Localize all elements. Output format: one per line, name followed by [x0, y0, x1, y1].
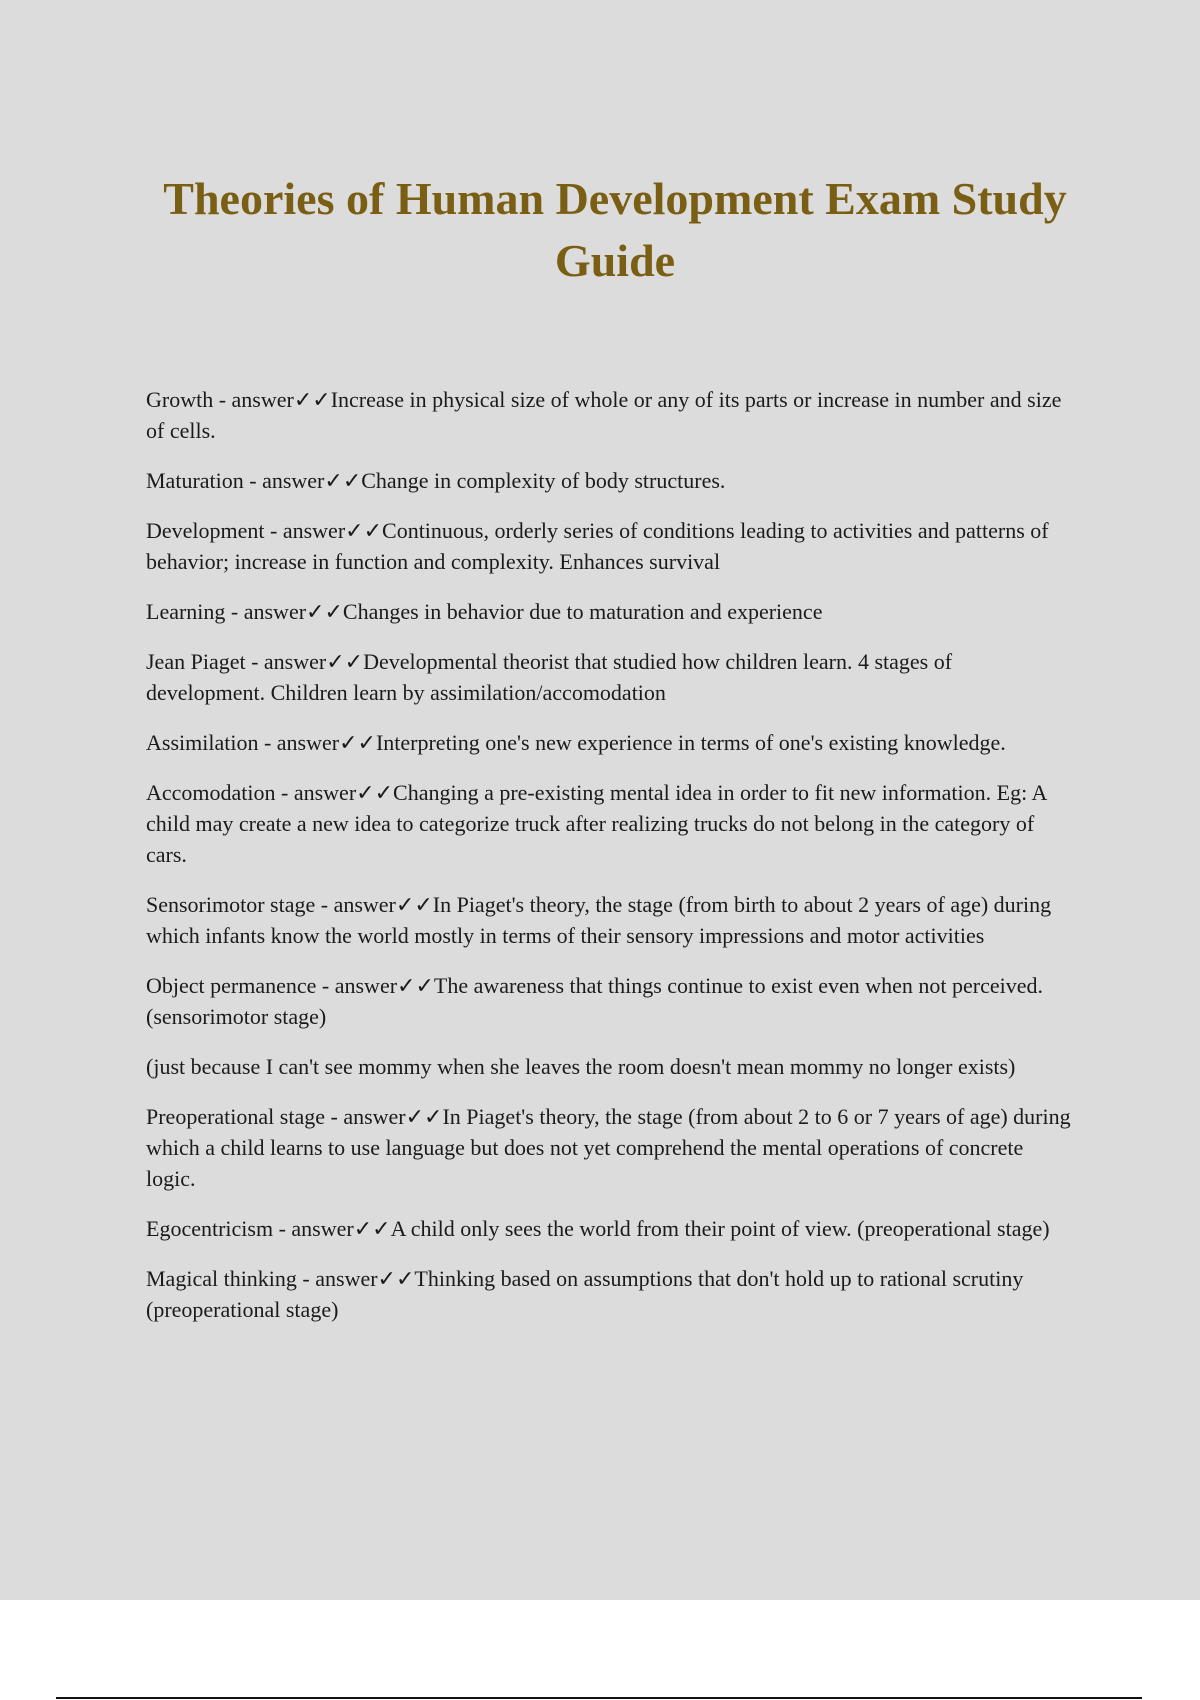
entry-growth: Growth - answer✓✓Increase in physical size of whole or any of its parts or increase in number and size of cells.	[146, 387, 1062, 443]
document-title: Theories of Human Development Exam Study Guide	[163, 173, 1067, 286]
entry-sensorimotor-stage: Sensorimotor stage - answer✓✓In Piaget's theory, the stage (from birth to about 2 years of age) during which infants know the world mostly in terms of their sensory impressions and motor activities	[146, 892, 1052, 948]
entry-accomodation: Accomodation - answer✓✓Changing a pre-existing mental idea in order to fit new information. Eg: A child may create a new idea to categorize truck after realizing trucks do not belong in the category of cars.	[146, 780, 1047, 867]
entry-magical-thinking: Magical thinking - answer✓✓Thinking based on assumptions that don't hold up to rational scrutiny (preoperational stage)	[146, 1266, 1024, 1322]
entry-maturation: Maturation - answer✓✓Change in complexity of body structures.	[146, 468, 726, 493]
entry-object-permanence-example: (just because I can't see mommy when she leaves the room doesn't mean mommy no longer exists)	[146, 1054, 1016, 1079]
entry-jean-piaget: Jean Piaget - answer✓✓Developmental theorist that studied how children learn. 4 stages of development. Children learn by assimilation/accomodation	[146, 649, 953, 705]
entry-preoperational-stage: Preoperational stage - answer✓✓In Piaget's theory, the stage (from about 2 to 6 or 7 years of age) during which a child learns to use language but does not yet comprehend the mental operations of concrete logic.	[146, 1104, 1071, 1191]
entry-learning: Learning - answer✓✓Changes in behavior due to maturation and experience	[146, 599, 823, 624]
entry-object-permanence: Object permanence - answer✓✓The awareness that things continue to exist even when not perceived. (sensorimotor stage)	[146, 973, 1043, 1029]
entry-egocentricism: Egocentricism - answer✓✓A child only sees the world from their point of view. (preoperational stage)	[146, 1216, 1050, 1241]
study-guide-entries	[146, 384, 1076, 1344]
entry-development: Development - answer✓✓Continuous, orderly series of conditions leading to activities and patterns of behavior; increase in function and complexity. Enhances survival	[146, 518, 1049, 574]
entry-assimilation: Assimilation - answer✓✓Interpreting one's new experience in terms of one's existing knowledge.	[146, 730, 1006, 755]
footer-divider	[56, 1697, 1142, 1699]
